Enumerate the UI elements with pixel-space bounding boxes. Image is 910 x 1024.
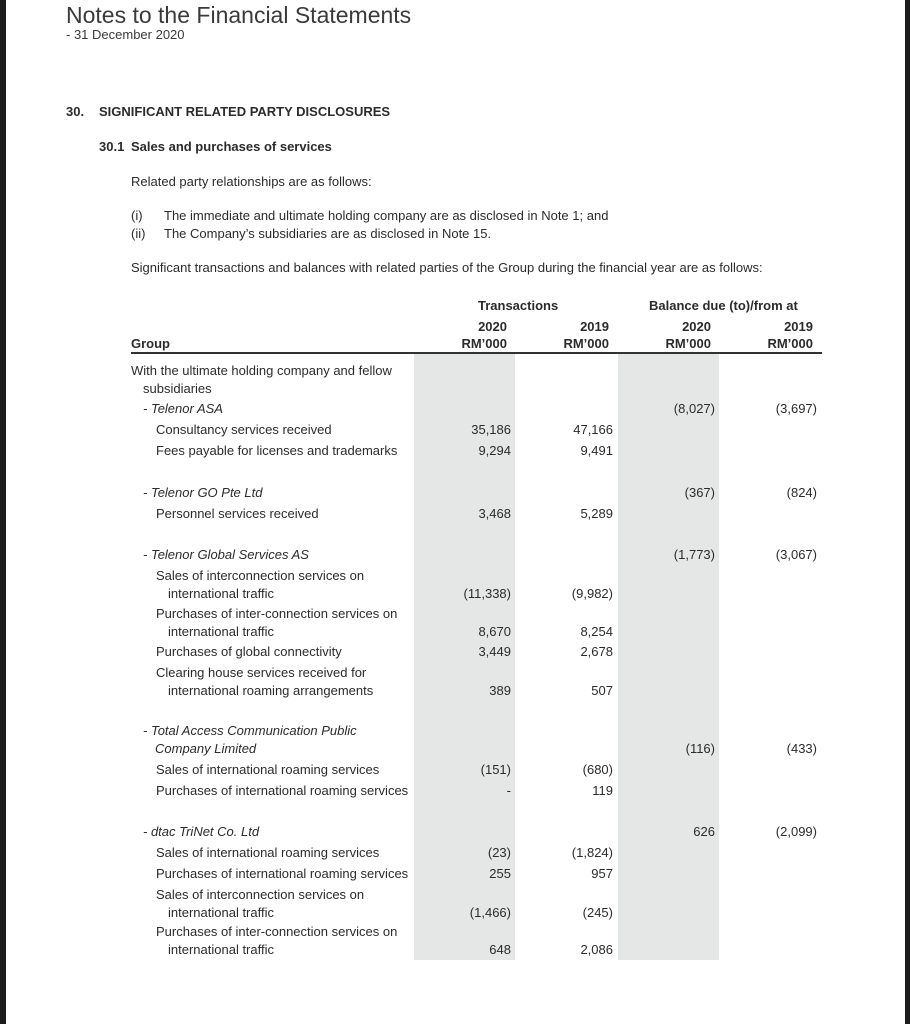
table-cell: (1,824) (571, 845, 613, 860)
year-header: 2019 (580, 319, 609, 334)
intro-text: Related party relationships are as follows: (131, 174, 372, 189)
table-cell: 255 (489, 866, 511, 881)
header-transactions: Transactions (478, 298, 559, 313)
row-label: Consultancy services received (156, 422, 332, 437)
subsection-number: 30.1 (99, 139, 125, 154)
section-title: SIGNIFICANT RELATED PARTY DISCLOSURES (99, 104, 391, 119)
list-marker: (ii) (131, 226, 146, 241)
section-heading (66, 104, 390, 119)
row-label: Sales of international roaming services (156, 762, 380, 777)
shaded-column-balance-2020 (618, 354, 719, 960)
table-cell: 3,449 (478, 644, 511, 659)
left-border (0, 0, 6, 1024)
row-label: international traffic (168, 585, 274, 601)
row-label: Personnel services received (156, 506, 319, 521)
row-label: Sales of interconnection services on (156, 887, 365, 902)
year-header: 2020 (682, 319, 711, 334)
table-cell: (680) (582, 762, 613, 777)
table-cell: - (506, 783, 511, 798)
table-cell: (824) (786, 485, 817, 500)
row-label: international traffic (168, 941, 274, 957)
entity-name: Company Limited (155, 740, 257, 756)
table-cell: 35,186 (471, 422, 511, 437)
page-subtitle: - 31 December 2020 (66, 27, 185, 42)
table-cell: 626 (693, 824, 715, 839)
table-cell: 47,166 (573, 422, 613, 437)
table-cell: (11,338) (463, 585, 511, 601)
table-cell: 389 (489, 682, 511, 698)
table-cell: (367) (684, 485, 715, 500)
list-item (131, 226, 491, 241)
table-cell: (1,773) (673, 547, 715, 562)
table-cell: (245) (582, 904, 613, 920)
group-header: Group (131, 336, 170, 351)
unit-header: RM’000 (767, 336, 813, 351)
row-label: Sales of interconnection services on (156, 568, 365, 583)
row-label: Sales of international roaming services (156, 845, 380, 860)
subsection-heading (99, 139, 332, 154)
table-cell: 8,254 (580, 623, 613, 639)
entity-name: - Telenor GO Pte Ltd (143, 485, 263, 500)
year-header: 2020 (478, 319, 507, 334)
row-label: Clearing house services received for (156, 665, 367, 680)
row-label: Purchases of global connectivity (156, 644, 342, 659)
row-label: international traffic (168, 623, 274, 639)
row-label: Purchases of international roaming services (156, 866, 409, 881)
entity-name: - Total Access Communication Public (143, 723, 357, 738)
unit-header: RM’000 (563, 336, 609, 351)
table-cell: 648 (489, 941, 511, 957)
page-title: Notes to the Financial Statements (66, 2, 412, 28)
row-label: Purchases of inter-connection services on (156, 924, 398, 939)
table-cell: 9,294 (478, 443, 511, 458)
header-rule (131, 352, 822, 354)
list-text: The Company’s subsidiaries are as disclosed in Note 15. (164, 226, 492, 241)
table-cell: (23) (487, 845, 511, 860)
table-cell: (1,466) (469, 904, 511, 920)
entity-name: - dtac TriNet Co. Ltd (143, 824, 260, 839)
table-cell: (3,067) (775, 547, 817, 562)
table-cell: 119 (592, 783, 613, 798)
unit-header: RM’000 (665, 336, 711, 351)
header-balance: Balance due (to)/from at (649, 298, 798, 313)
table-cell: (8,027) (673, 401, 715, 416)
table-cell: (433) (786, 740, 817, 756)
list-item (131, 208, 608, 223)
row-label: Purchases of international roaming services (156, 783, 409, 798)
table-cell: (116) (685, 740, 715, 756)
row-label: international traffic (168, 904, 274, 920)
table-cell: 507 (591, 682, 613, 698)
table-cell: (151) (480, 762, 511, 777)
subsection-title: Sales and purchases of services (131, 139, 332, 154)
row-label: international roaming arrangements (168, 682, 374, 698)
section-number: 30. (66, 104, 85, 119)
right-border (905, 0, 910, 1024)
table-cell: (3,697) (775, 401, 817, 416)
row-label: Fees payable for licenses and trademarks (156, 443, 398, 458)
table-cell: 5,289 (580, 506, 613, 521)
table-cell: (2,099) (775, 824, 817, 839)
table-cell: 2,086 (580, 941, 613, 957)
entity-name: - Telenor Global Services AS (143, 547, 309, 562)
table-cell: 2,678 (580, 644, 613, 659)
table-cell: 8,670 (478, 623, 511, 639)
row-label: With the ultimate holding company and fellow (131, 363, 392, 378)
unit-header: RM’000 (461, 336, 507, 351)
row-label: subsidiaries (143, 380, 212, 396)
entity-name: - Telenor ASA (143, 401, 223, 416)
list-text: The immediate and ultimate holding company are as disclosed in Note 1; and (164, 208, 609, 223)
table-cell: 9,491 (580, 443, 613, 458)
table-cell: 957 (591, 866, 613, 881)
table-cell: 3,468 (478, 506, 511, 521)
table-cell: (9,982) (571, 585, 613, 601)
year-header: 2019 (784, 319, 813, 334)
row-label: Purchases of inter-connection services on (156, 606, 398, 621)
lead-text: Significant transactions and balances with related parties of the Group during the financial year are as follows: (131, 260, 763, 275)
list-marker: (i) (131, 208, 143, 223)
